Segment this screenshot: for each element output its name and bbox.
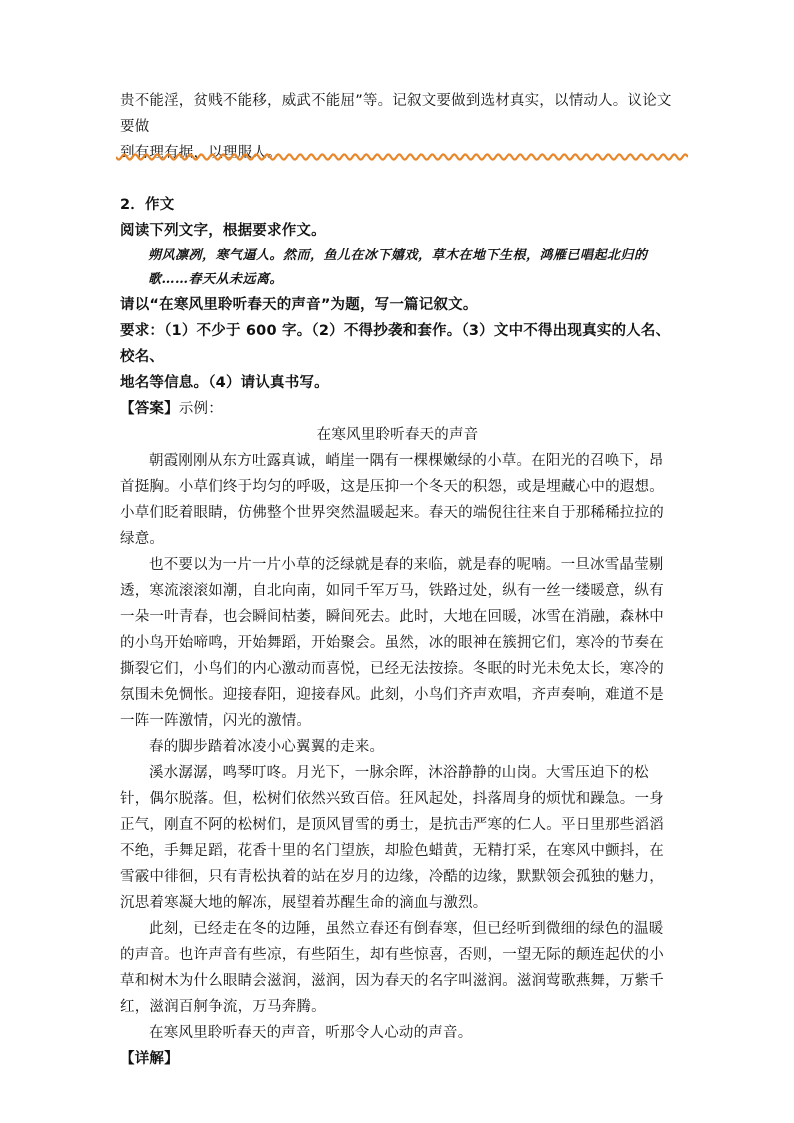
essay-paragraph-2: 也不要以为一片一片小草的泛绿就是春的来临，就是春的呢喃。一旦冰雪晶莹剔透，寒流滚滚如潮，自北向南，如同千军万马，铁路过处，纵有一丝一缕暖意，纵有一朵一叶青春，也会瞬间枯萎，瞬间死去。此时，大地在回暖，冰雪在消融，森林中的小鸟开始啼鸣，开始舞蹈，开始聚会。虽然，冰的眼神在簇拥它们，寒冷的节奏在撕裂它们，小鸟们的内心激动而喜悦，已经无法按捺。冬眠的时光未免太长，寒冷的氛围未免惆怅。迎接春阳，迎接春风。此刻，小鸟们齐声欢唱，齐声奏响，难道不是一阵一阵激情，闪光的激情。 bbox=[120, 557, 664, 729]
essay-paragraph-1: 朝霞刚刚从东方吐露真诚，峭崖一隅有一棵棵嫩绿的小草。在阳光的召唤下，昂首挺胸。小草们终于均匀的呼吸，这是压抑一个冬天的积怨，或是埋藏心中的遐想。小草们眨着眼睛，仿佛整个世界突然温暖起来。春天的端倪往往来自于那稀稀拉拉的绿意。 bbox=[120, 453, 664, 547]
quote-line-1: 朔风凛冽，寒气逼人。然而，鱼儿在冰下嬉戏，草木在地下生根，鸿雁已唱起北归的 bbox=[148, 248, 648, 263]
requirements-line-1: 要求：（1）不少于 600 字。（2）不得抄袭和套作。（3）文中不得出现真实的人名、校名、 bbox=[120, 323, 671, 365]
answer-section bbox=[120, 396, 675, 1072]
essay-paragraph-5: 此刻，已经走在冬的边陲，虽然立春还有倒春寒，但已经听到微细的绿色的温暖的声音。也许声音有些凉，有些陌生，却有些惊喜，否则，一望无际的颠连起伏的小草和树木为什么眼睛会滋润，滋润，因为春天的名字叫滋润。滋润莺歌燕舞，万紫千红，滋润百舸争流，万马奔腾。 bbox=[120, 921, 664, 1015]
answer-header bbox=[120, 396, 675, 422]
intro-line-2: 到有理有据，以理服人。 bbox=[120, 145, 282, 161]
question-section bbox=[120, 192, 675, 396]
essay-paragraph-4: 溪水潺潺，鸣琴叮咚。月光下，一脉余晖，沐浴静静的山岗。大雪压迫下的松针，偶尔脱落。但，松树们依然兴致百倍。狂风起处，抖落周身的烦忧和躁急。一身正气，刚直不阿的松树们，是顶风冒雪的勇士，是抗击严寒的仁人。平日里那些滔滔不绝，手舞足蹈，花香十里的名门望族，却脸色蜡黄，无精打采，在寒风中颤抖，在雪霰中徘徊，只有青松执着的站在岁月的边缘，冷酷的边缘，默默领会孤独的魅力，沉思着寒凝大地的解冻，展望着苏醒生命的滴血与激烈。 bbox=[120, 765, 664, 911]
essay-prompt: 请以“在寒风里聆听春天的声音”为题，写一篇记叙文。 bbox=[120, 297, 478, 313]
document-body bbox=[120, 88, 675, 1072]
intro-line-1: 贵不能淫，贫贱不能移，威武不能屈”等。记叙文要做到选材真实，以情动人。议论文要做 bbox=[120, 93, 672, 135]
requirements-line-2: 地名等信息。（4）请认真书写。 bbox=[120, 375, 329, 391]
answer-label: 【答案】 bbox=[120, 401, 179, 417]
answer-example: 示例： bbox=[178, 401, 223, 417]
wavy-divider-line bbox=[116, 154, 688, 159]
quote-line-2: 歌……春天从未远离。 bbox=[148, 272, 284, 287]
essay-paragraph-6: 在寒风里聆听春天的声音，听那令人心动的声音。 bbox=[149, 1025, 473, 1041]
essay-paragraph-3: 春的脚步踏着冰凌小心翼翼的走来。 bbox=[149, 739, 385, 755]
essay-title: 在寒风里聆听春天的声音 bbox=[316, 427, 479, 443]
question-instruction: 阅读下列文字，根据要求作文。 bbox=[120, 223, 326, 239]
question-number: 2．作文 bbox=[120, 197, 175, 213]
wavy-divider bbox=[116, 152, 688, 162]
detail-label: 【详解】 bbox=[120, 1051, 179, 1067]
